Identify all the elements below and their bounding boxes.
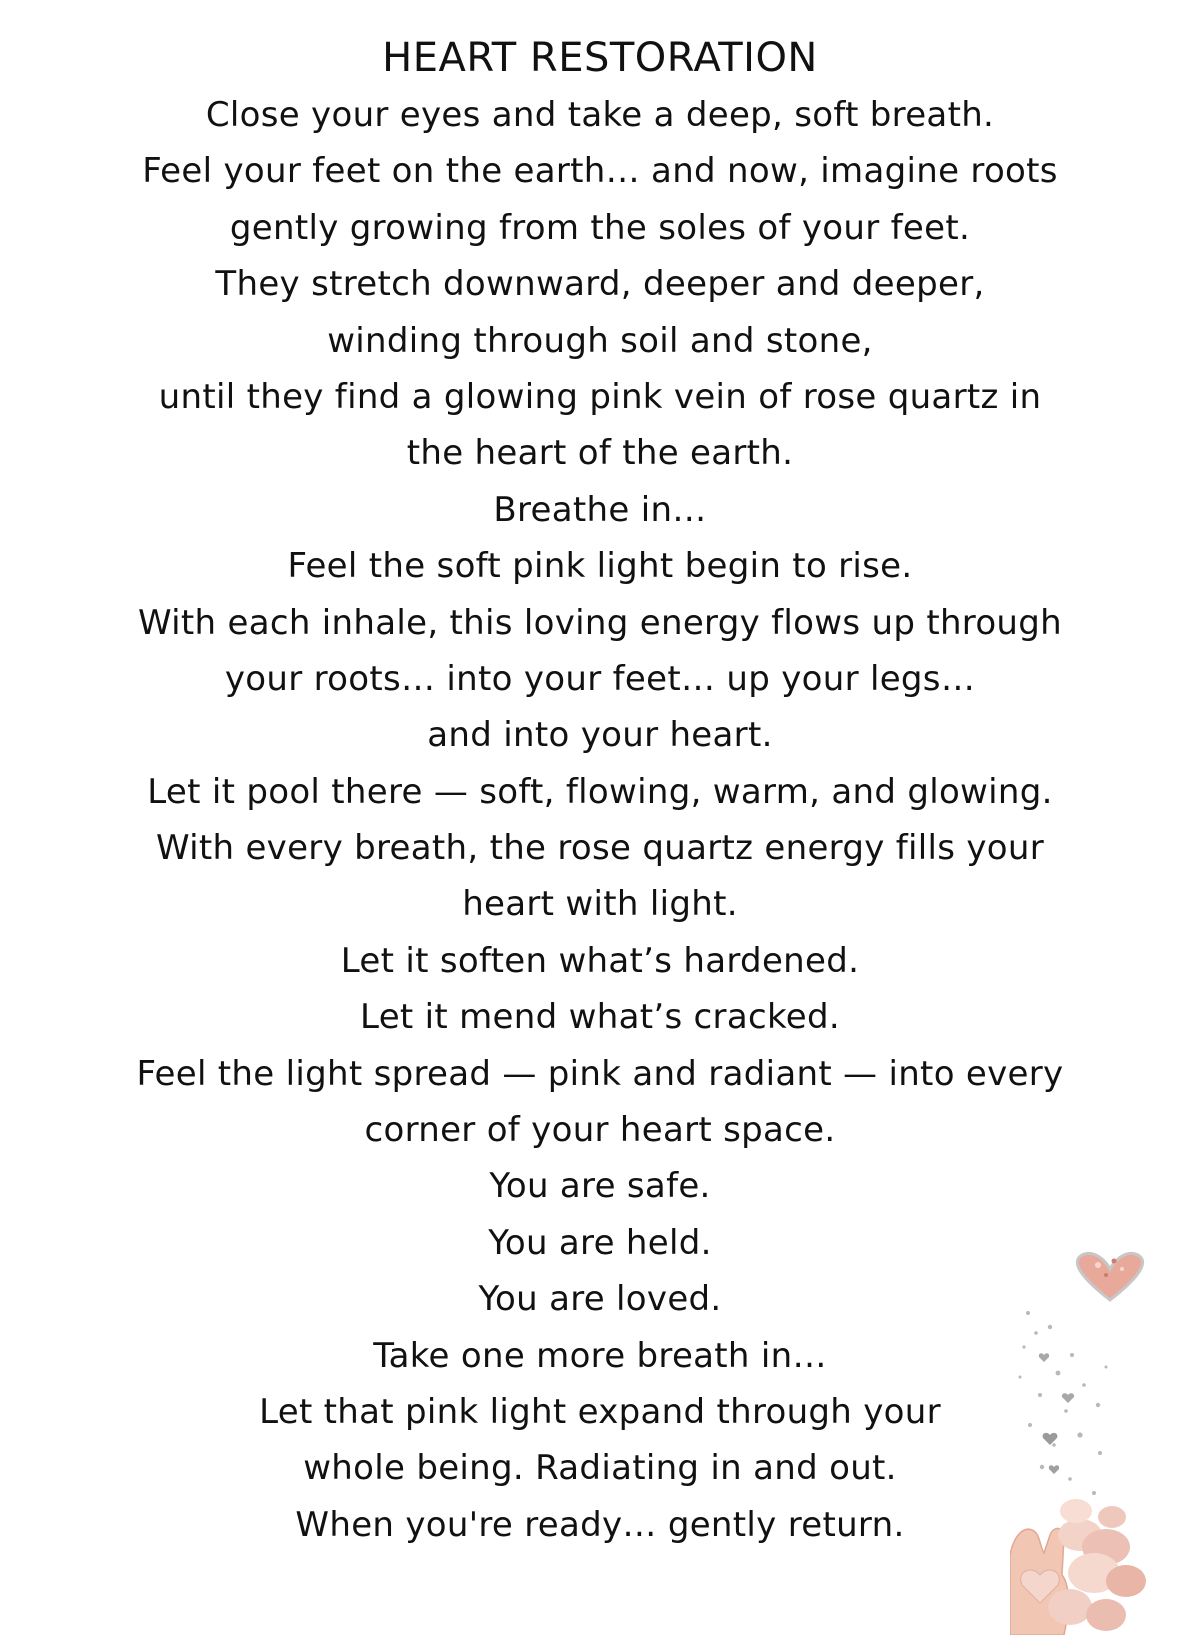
text-line: You are safe. [489,1166,711,1207]
text-line: heart with light. [462,884,738,925]
text-line: When you're ready… gently return. [295,1504,905,1545]
text-line: With every breath, the rose quartz energy fills your [155,828,1045,869]
text-line: Feel your feet on the earth… and now, imagine roots [142,151,1058,192]
text-line: Feel the soft pink light begin to rise. [287,546,913,587]
text-line: winding through soil and stone, [327,320,873,361]
rose-quartz-heart-icon [1077,1253,1142,1300]
text-line: the heart of the earth. [406,433,794,474]
text-line: and into your heart. [427,715,773,756]
text-line: your roots… into your feet… up your legs… [224,658,976,699]
text-line: gently growing from the soles of your feet. [229,207,971,248]
glitter-hearts-icon [1019,1311,1113,1513]
text-line: You are held. [488,1222,712,1263]
text-line: corner of your heart space. [364,1110,836,1151]
text-line: You are loved. [478,1279,722,1320]
text-line: Let it mend what’s cracked. [360,997,840,1038]
page-title: HEART RESTORATION [382,35,818,81]
text-line: With each inhale, this loving energy flows up through [137,602,1063,643]
text-line: Let it soften what’s hardened. [340,940,860,981]
hand-holding-crystals-icon [1010,1499,1146,1635]
text-line: They stretch downward, deeper and deeper, [215,264,985,305]
text-line: Breathe in… [493,489,707,530]
text-line: Let that pink light expand through your [259,1391,941,1432]
text-line: Take one more breath in… [373,1335,827,1376]
rose-quartz-illustration-svg [1010,1235,1190,1635]
text-line: Close your eyes and take a deep, soft breath. [205,95,995,135]
rose-quartz-illustration [1010,1235,1190,1635]
text-line: whole being. Radiating in and out. [303,1448,897,1489]
text-line: until they find a glowing pink vein of rose quartz in [158,376,1042,417]
text-line: Let it pool there — soft, flowing, warm, and glowing. [147,771,1053,812]
text-line: Feel the light spread — pink and radiant — into every [136,1053,1064,1094]
